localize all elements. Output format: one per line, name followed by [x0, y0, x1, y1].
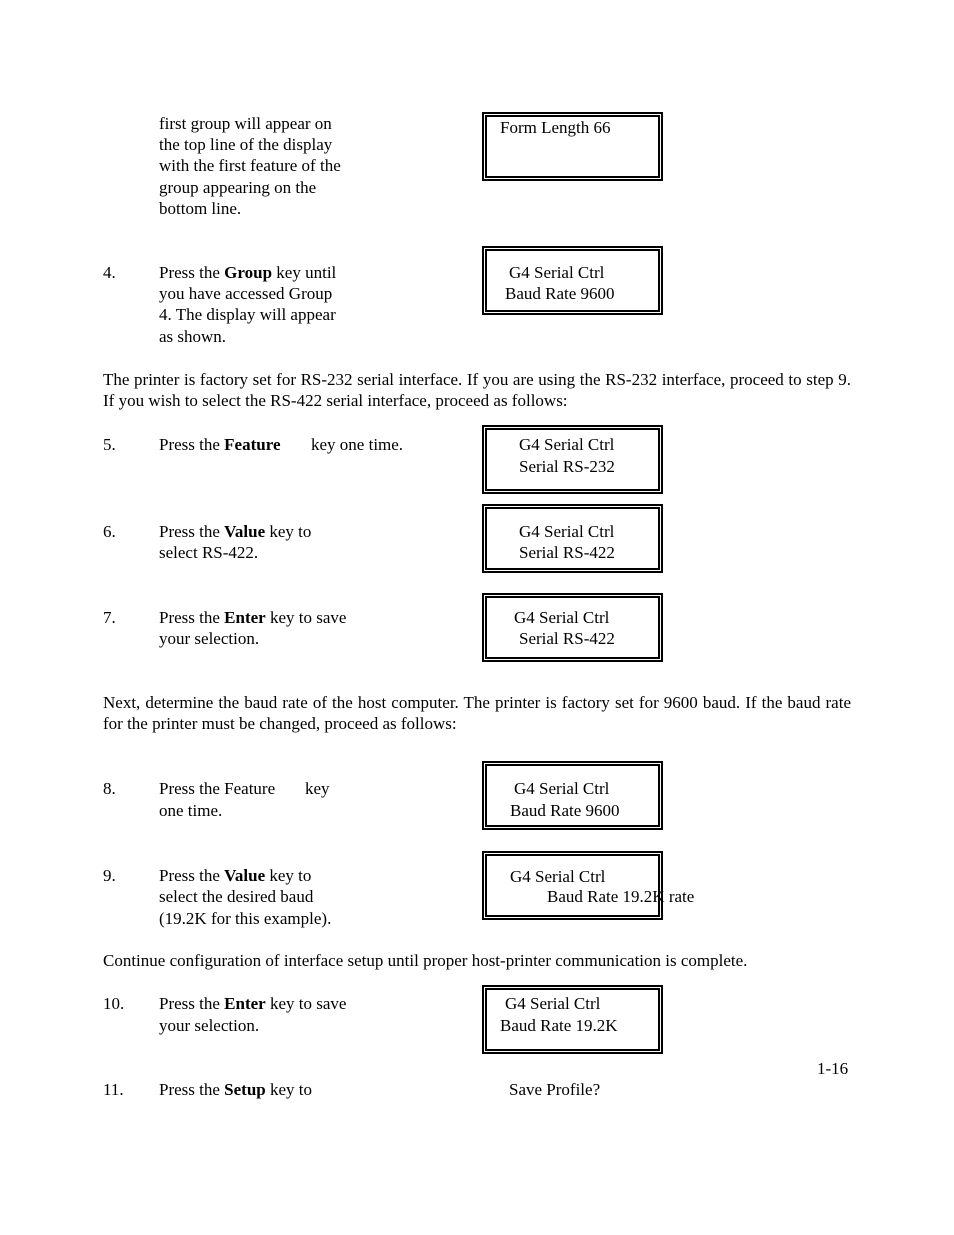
lcd-line-2: Serial RS-422 [519, 629, 615, 648]
lcd-line-1: G4 Serial Ctrl [519, 522, 615, 541]
lcd-line-2: Baud Rate 19.2K [500, 1016, 618, 1035]
step-text: Press the Value key to [159, 522, 312, 541]
lcd-display-step5 [482, 425, 663, 494]
key-name-feature: Feature [224, 435, 281, 454]
step-text: Press the Group key until [159, 263, 337, 282]
step-text: key one time. [311, 435, 404, 454]
lcd-line-1: G4 Serial Ctrl [509, 263, 605, 282]
key-name-group: Group [224, 263, 273, 282]
step-text: select the desired baud [159, 887, 314, 906]
step-text: you have accessed Group [159, 284, 333, 303]
key-name-enter: Enter [224, 608, 266, 627]
step-number: 7. [103, 608, 116, 627]
step-text: Press the Feature [159, 779, 276, 798]
intro-line: with the first feature of the [159, 156, 341, 175]
lcd-line-1: Form Length 66 [500, 118, 611, 137]
step-text: Press the Value key to [159, 866, 312, 885]
lcd-display-step8 [482, 761, 663, 830]
step-text: Press the Enter key to save [159, 994, 347, 1013]
key-name-enter: Enter [224, 994, 266, 1013]
step-text: key [305, 779, 330, 798]
step-number: 5. [103, 435, 116, 454]
step-text: as shown. [159, 327, 227, 346]
intro-line: first group will appear on [159, 114, 332, 133]
step-text: your selection. [159, 1016, 260, 1035]
lcd-line-1: G4 Serial Ctrl [514, 779, 610, 798]
lcd-line-2: Baud Rate 9600 [510, 801, 620, 820]
lcd-line-1: G4 Serial Ctrl [519, 435, 615, 454]
key-name-value: Value [224, 522, 266, 541]
step-text: one time. [159, 801, 223, 820]
step-number: 9. [103, 866, 116, 885]
lcd-line-1: G4 Serial Ctrl [514, 608, 610, 627]
step-text: (19.2K for this example). [159, 909, 332, 928]
key-name-value: Value [224, 866, 266, 885]
paragraph-continue: Continue configuration of interface setup until proper host-printer communication is complete. [103, 951, 748, 970]
step-text: Press the Feature [159, 435, 281, 454]
step-text: your selection. [159, 629, 260, 648]
intro-line: bottom line. [159, 199, 242, 218]
lcd-line-2-overflow: Baud Rate 19.2K rate [547, 887, 695, 906]
step-number: 6. [103, 522, 116, 541]
page-number: 1-16 [817, 1059, 849, 1078]
step-number: 11. [103, 1080, 124, 1099]
paragraph-baud: Next, determine the baud rate of the host computer. The printer is factory set for 9600 baud. If the baud rate for the printer must be changed, proceed as follows: [103, 693, 851, 734]
lcd-display-step7 [482, 593, 663, 662]
step-text: Press the Setup key to [159, 1080, 313, 1099]
intro-line: the top line of the display [159, 135, 333, 154]
lcd-line-2: Baud Rate 9600 [505, 284, 615, 303]
step-text: select RS-422. [159, 543, 259, 562]
key-name-setup: Setup [224, 1080, 266, 1099]
lcd-display-step4 [482, 246, 663, 315]
step-number: 10. [103, 994, 125, 1013]
lcd-display-form-length [482, 112, 663, 181]
lcd-line-1: G4 Serial Ctrl [505, 994, 601, 1013]
lcd-display-step6 [482, 504, 663, 573]
step-number: 4. [103, 263, 116, 282]
lcd-line-2: Serial RS-232 [519, 457, 615, 476]
intro-line: group appearing on the [159, 178, 317, 197]
step-number: 8. [103, 779, 116, 798]
paragraph-rs232: The printer is factory set for RS-232 serial interface. If you are using the RS-232 interface, proceed to step 9. If you wish to select the RS-422 serial interface, proceed as follows: [103, 370, 851, 411]
lcd-line-2: Serial RS-422 [519, 543, 615, 562]
step-text: 4. The display will appear [159, 305, 336, 324]
lcd-line-1: G4 Serial Ctrl [510, 867, 606, 886]
display-text-save-profile: Save Profile? [509, 1080, 601, 1099]
lcd-display-step10 [482, 985, 663, 1054]
step-text: Press the Enter key to save [159, 608, 347, 627]
